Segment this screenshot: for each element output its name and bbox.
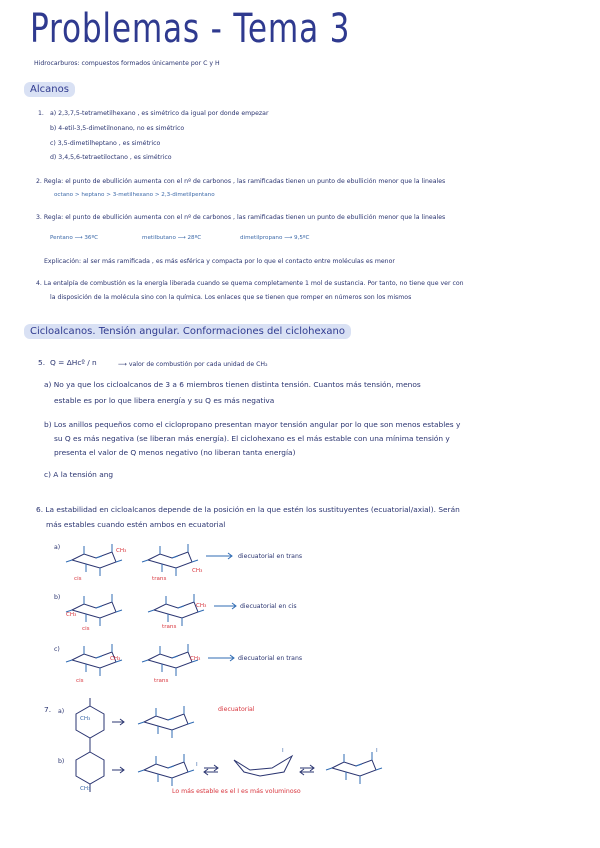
q7-b-boat [234,756,292,776]
q6-a-result: diecuatorial en trans [238,553,303,560]
q7-ch3-label: CH₃ [80,716,91,722]
q1-number: 1. [38,110,44,117]
q6-c-label: c) [54,646,60,653]
q3-dimetilpropano: dimetilpropano ⟶ 9,5ºC [240,235,310,241]
q1-b: b) 4-etil-3,5-dimetilnonano, no es simétrico [50,125,185,132]
q5-c: c) A la tensión ang [44,470,114,479]
q7-a-chair [138,706,194,738]
q7-ch3-label: CH₃ [80,786,91,792]
q6-ch3-label: CH₃ [110,656,121,662]
q3-rule: 3. Regla: el punto de ebullición aumenta con el nº de carbonos , las ramificadas tienen un punto de ebullición menor que la lineales [36,214,446,221]
q5-formula: Q = ΔHcº / n [50,358,97,367]
q6-line1: 6. La estabilidad en cicloalcanos depende de la posición en la que estén los sustituyentes (ecuatorial/axial). Serán [36,505,460,514]
q1-c: c) 3,5-dimetilheptano , es simétrico [50,140,161,147]
q5-b-line2: su Q es más negativa (se liberan más energía). El ciclohexano es el más estable con una mínima tensión y [54,434,450,443]
q6-line2: más estables cuando estén ambos en ecuatorial [46,520,226,529]
q3-metilbutano: metilbutano ⟶ 28ºC [142,235,202,241]
q7-b-hexagon [76,744,104,792]
q7-a-result: diecuatorial [218,706,255,713]
q4-line2: la disposición de la molécula sino con la química. Los enlaces que se tienen que romper en números son los mismos [50,294,412,301]
q7-i-label: I [282,748,284,754]
q7-b-equilibrium-arrow [204,765,218,775]
q6-ch3-label: CH₃ [190,656,201,662]
q7-b-chair-2 [326,752,382,784]
q7-b-label: b) [58,758,65,765]
q7-b-result: Lo más estable es el I es más voluminoso [172,788,301,795]
q7-i-label: I [196,762,198,768]
q6-ch3-label: CH₃ [192,568,203,574]
q5-a-line2: estable es por lo que libera energía y su Q es más negativa [54,396,275,405]
q7-a-label: a) [58,708,65,715]
q2-rule: 2. Regla: el punto de ebullición aumenta con el nº de carbonos , las ramificadas tienen un punto de ebullición menor que la lineales [36,178,446,185]
q6-c-cis: cis [76,678,84,684]
q6-ch3-label: CH₃ [196,603,207,609]
q1-d: d) 3,4,5,6-tetraetiloctano , es simétrico [50,154,172,161]
q6-ch3-label: CH₃ [66,612,77,618]
q6-a-cis: cis [74,576,82,582]
q7-b-chair-1 [138,754,194,786]
q5-a-line1: a) No ya que los cicloalcanos de 3 a 6 miembros tienen distinta tensión. Cuantos más tensión, menos [44,380,421,389]
q6-ch3-label: CH₃ [116,548,127,554]
q3-explanation: Explicación: al ser más ramificada , es más esférica y compacta por lo que el contacto entre moléculas es menor [44,258,395,265]
q6-b-result: diecuatorial en cis [240,603,297,610]
q7-b-arrow [112,767,124,773]
q5-b-line3: presenta el valor de Q menos negativo (no liberan tanta energía) [54,448,296,457]
q2-order: octano > heptano > 3-metilhexano > 2,3-dimetilpentano [54,192,215,198]
q5-formula-desc: ⟶ valor de combustión por cada unidad de CH₂ [118,361,268,368]
q7-i-label: I [376,748,378,754]
page-title: Problemas - Tema 3 [30,6,351,52]
q5-b-line1: b) Los anillos pequeños como el ciclopropano presentan mayor tensión angular por lo que son menos estables y [44,420,461,429]
q3-pentano: Pentano ⟶ 36ºC [50,235,98,241]
q7-a-hexagon [76,698,104,746]
q6-a-label: a) [54,544,61,551]
intro-text: Hidrocarburos: compuestos formados únicamente por C y H [34,60,220,67]
q5-number: 5. [38,358,46,367]
q7-a-arrow [112,719,124,725]
q1-a: a) 2,3,7,5-tetrametilhexano , es simétrico da igual por donde empezar [50,110,269,117]
q7-number: 7. [44,705,52,714]
q6-c-trans: trans [154,678,169,684]
q6-b-label: b) [54,594,61,601]
q6-c-result: diecuatorial en trans [238,655,303,662]
q6-b-trans: trans [162,624,177,630]
section-cicloalcanos: Cicloalcanos. Tensión angular. Conformaciones del ciclohexano [24,324,351,339]
q6-b-cis: cis [82,626,90,632]
q7-b-equilibrium-arrow-2 [300,765,314,775]
q6-a-trans: trans [152,576,167,582]
q4-line1: 4. La entalpía de combustión es la energía liberada cuando se quema completamente 1 mol de sustancia. Por tanto, no tiene que ver con [36,280,464,287]
section-alcanos: Alcanos [24,82,75,97]
